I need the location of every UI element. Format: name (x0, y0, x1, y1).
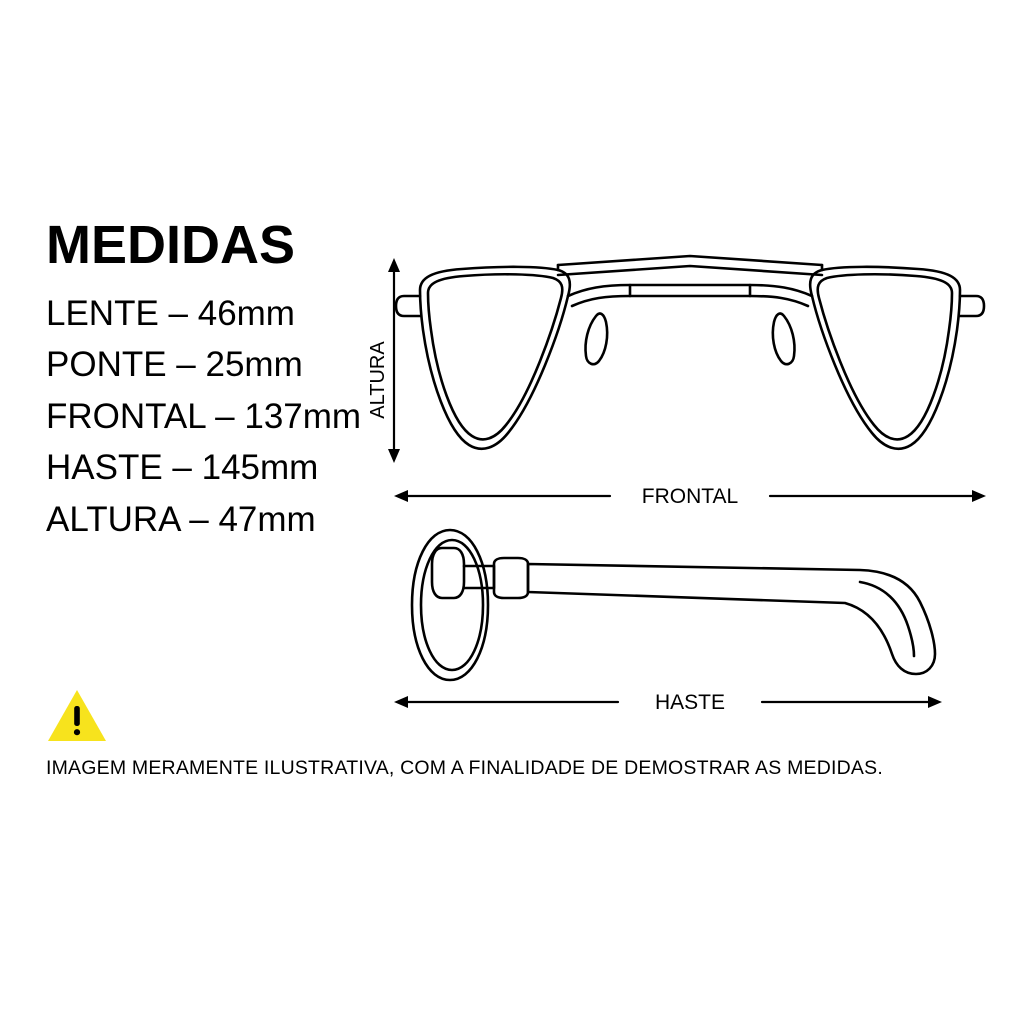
measure-item-ponte: PONTE – 25mm (46, 345, 303, 385)
measures-block (46, 215, 396, 545)
measure-item-altura: ALTURA – 47mm (46, 499, 316, 539)
measure-item-haste: HASTE – 145mm (46, 448, 319, 488)
side-view-drawing (412, 530, 935, 680)
warning-triangle-icon (46, 688, 108, 744)
label-frontal: FRONTAL (641, 485, 739, 508)
glasses-diagram (367, 230, 990, 730)
label-altura: ALTURA (367, 341, 389, 419)
measure-item-lente: LENTE – 46mm (46, 294, 295, 333)
front-view-drawing (396, 256, 984, 449)
page-title: MEDIDAS (46, 215, 296, 275)
disclaimer-text: IMAGEM MERAMENTE ILUSTRATIVA, COM A FINALIDADE DE DEMOSTRAR AS MEDIDAS. (46, 757, 883, 779)
label-haste: HASTE (654, 691, 726, 714)
glasses-svg (367, 230, 990, 730)
measure-item-frontal: FRONTAL – 137mm (46, 396, 362, 436)
